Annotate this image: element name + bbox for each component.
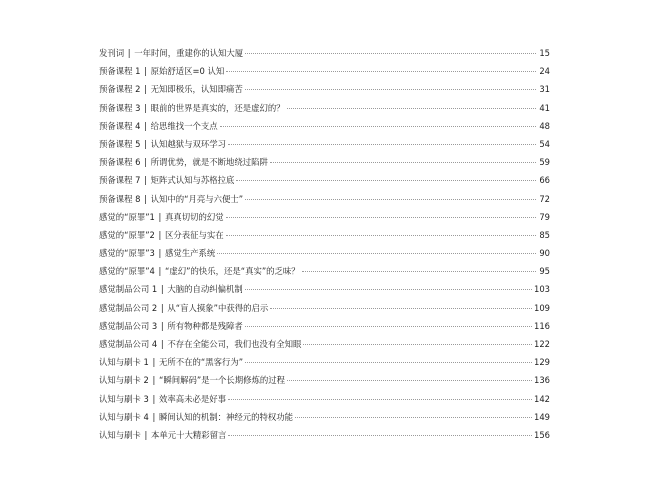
toc-entry-title: 预备课程 8 | 认知中的“月亮与六便士” xyxy=(99,193,244,204)
toc-chapter-title: 一年时间，重建你的认知大厦 xyxy=(134,48,244,58)
toc-entry-title: 预备课程 1 | 原始舒适区=0 认知 xyxy=(99,66,225,77)
dot-leader xyxy=(226,235,536,236)
toc-entry-title: 预备课程 5 | 认知越狱与双环学习 xyxy=(99,138,227,149)
toc-entry[interactable] xyxy=(99,262,550,280)
toc-chapter-title: 无知即极乐，认知即痛苦 xyxy=(150,84,243,95)
toc-section-label: 感觉的“原罪”3 xyxy=(99,248,155,259)
toc-section-label: 发刊词 xyxy=(99,48,125,58)
toc-entry-title: 感觉的“原罪”2 | 区分表征与实在 xyxy=(99,229,224,240)
toc-entry-title: 认知与刷卡 | 本单元十大精彩留言 xyxy=(99,429,227,440)
toc-section-label: 预备课程 1 xyxy=(99,66,141,77)
dot-leader xyxy=(287,380,532,381)
toc-entry[interactable] xyxy=(99,226,550,244)
toc-chapter-title: 无所不在的“黑客行为” xyxy=(159,357,244,368)
toc-section-label: 感觉的“原罪”4 xyxy=(99,266,155,277)
toc-chapter-title: 认知中的“月亮与六便士” xyxy=(150,193,244,204)
toc-chapter-title: 原始舒适区=0 认知 xyxy=(150,66,225,77)
dot-leader xyxy=(226,217,536,218)
toc-entry-title: 发刊词 | 一年时间，重建你的认知大厦 xyxy=(99,48,244,58)
toc-entry[interactable] xyxy=(99,80,550,98)
toc-chapter-title: “虚幻”的快乐，还是“真实”的乏味？ xyxy=(165,266,300,277)
toc-page-number: 95 xyxy=(539,266,550,277)
dot-leader xyxy=(270,162,536,163)
toc-entry-title: 感觉的“原罪”1 | 真真切切的幻觉 xyxy=(99,211,224,222)
toc-page-number: 54 xyxy=(539,138,550,149)
toc-entry[interactable] xyxy=(99,99,550,117)
toc-entry-title: 认知与刷卡 1 | 无所不在的“黑客行为” xyxy=(99,357,244,368)
toc-chapter-title: 不存在全能公司，我们也没有全知眼 xyxy=(167,339,302,349)
toc-section-label: 预备课程 3 xyxy=(99,102,141,113)
toc-entry[interactable] xyxy=(99,117,550,135)
dot-leader xyxy=(270,308,532,309)
dot-leader xyxy=(245,89,536,90)
dot-leader xyxy=(245,326,532,327)
toc-entry[interactable] xyxy=(99,190,550,208)
toc-entry-title: 预备课程 4 | 给思维找一个支点 xyxy=(99,120,218,131)
toc-entry-title: 认知与刷卡 4 | 瞬间认知的机制：神经元的特权功能 xyxy=(99,411,294,422)
toc-page-number: 41 xyxy=(539,102,550,113)
dot-leader xyxy=(245,53,536,54)
toc-entry-title: 认知与刷卡 2 | “瞬间解码”是一个长期修炼的过程 xyxy=(99,375,285,386)
toc-chapter-title: 真真切切的幻觉 xyxy=(165,211,224,222)
toc-chapter-title: 认知越狱与双环学习 xyxy=(150,138,227,149)
toc-entry[interactable] xyxy=(99,171,550,189)
toc-entry-title: 认知与刷卡 3 | 效率高未必是好事 xyxy=(99,393,227,404)
toc-section-label: 认知与刷卡 2 xyxy=(99,375,149,386)
toc-section-label: 预备课程 6 xyxy=(99,157,141,168)
toc-entry[interactable] xyxy=(99,335,550,353)
dot-leader xyxy=(302,271,536,272)
toc-entry[interactable] xyxy=(99,371,550,389)
toc-page-number: 85 xyxy=(539,229,550,240)
dot-leader xyxy=(245,362,532,363)
toc-entry[interactable] xyxy=(99,62,550,80)
table-of-contents xyxy=(99,44,550,444)
toc-page-number: 103 xyxy=(534,284,550,295)
toc-page-number: 24 xyxy=(539,66,550,77)
toc-section-label: 感觉制品公司 3 xyxy=(99,320,158,331)
toc-entry[interactable] xyxy=(99,280,550,298)
toc-entry[interactable] xyxy=(99,153,550,171)
toc-chapter-title: 所谓优势，就是不断地绕过陷阱 xyxy=(150,157,268,168)
toc-entry-title: 预备课程 2 | 无知即极乐，认知即痛苦 xyxy=(99,84,243,95)
toc-entry[interactable] xyxy=(99,408,550,426)
toc-section-label: 感觉制品公司 2 xyxy=(99,302,158,313)
toc-entry-title: 感觉的“原罪”3 | 感觉生产系统 xyxy=(99,248,216,259)
dot-leader xyxy=(228,144,536,145)
toc-chapter-title: 矩阵式认知与苏格拉底 xyxy=(150,175,235,186)
toc-page-number: 136 xyxy=(534,375,550,386)
toc-section-label: 感觉制品公司 1 xyxy=(99,284,158,295)
toc-section-label: 认知与刷卡 1 xyxy=(99,357,149,368)
dot-leader xyxy=(245,199,536,200)
toc-page-number: 116 xyxy=(534,320,550,331)
toc-entry[interactable] xyxy=(99,299,550,317)
toc-entry-title: 感觉制品公司 2 | 从“盲人摸象”中获得的启示 xyxy=(99,302,269,313)
toc-section-label: 预备课程 5 xyxy=(99,138,141,149)
toc-page-number: 59 xyxy=(539,157,550,168)
toc-entry[interactable] xyxy=(99,317,550,335)
toc-section-label: 认知与刷卡 4 xyxy=(99,411,149,422)
toc-entry[interactable] xyxy=(99,353,550,371)
toc-page-number: 122 xyxy=(534,339,550,349)
toc-section-label: 感觉制品公司 4 xyxy=(99,339,158,349)
toc-entry-title: 感觉制品公司 3 | 所有物种都是残障者 xyxy=(99,320,243,331)
toc-section-label: 预备课程 7 xyxy=(99,175,141,186)
dot-leader xyxy=(303,344,532,345)
toc-page-number: 66 xyxy=(539,175,550,186)
toc-page-number: 156 xyxy=(534,429,550,440)
toc-entry[interactable] xyxy=(99,44,550,62)
toc-section-label: 认知与刷卡 3 xyxy=(99,393,149,404)
toc-entry[interactable] xyxy=(99,426,550,444)
dot-leader xyxy=(220,126,536,127)
toc-page-number: 79 xyxy=(539,211,550,222)
toc-page-number: 149 xyxy=(534,411,550,422)
toc-entry-title: 感觉制品公司 1 | 大脑的自动纠偏机制 xyxy=(99,284,243,295)
dot-leader xyxy=(228,435,532,436)
toc-chapter-title: 本单元十大精彩留言 xyxy=(151,429,227,440)
toc-page-number: 31 xyxy=(539,84,550,95)
toc-chapter-title: 从“盲人摸象”中获得的启示 xyxy=(167,302,269,313)
toc-entry-title: 预备课程 3 | 眼前的世界是真实的，还是虚幻的？ xyxy=(99,102,285,113)
toc-section-label: 预备课程 2 xyxy=(99,84,141,95)
dot-leader xyxy=(217,253,536,254)
toc-section-label: 预备课程 4 xyxy=(99,120,141,131)
toc-chapter-title: 给思维找一个支点 xyxy=(150,120,218,131)
toc-entry[interactable] xyxy=(99,208,550,226)
toc-entry-title: 预备课程 7 | 矩阵式认知与苏格拉底 xyxy=(99,175,235,186)
toc-chapter-title: 所有物种都是残障者 xyxy=(167,320,243,331)
toc-entry[interactable] xyxy=(99,244,550,262)
toc-entry-title: 感觉制品公司 4 | 不存在全能公司，我们也没有全知眼 xyxy=(99,339,302,349)
toc-entry-title: 预备课程 6 | 所谓优势，就是不断地绕过陷阱 xyxy=(99,157,268,168)
toc-page-number: 48 xyxy=(539,120,550,131)
dot-leader xyxy=(236,180,536,181)
toc-chapter-title: “瞬间解码”是一个长期修炼的过程 xyxy=(159,375,285,386)
dot-leader xyxy=(245,289,532,290)
toc-page-number: 109 xyxy=(534,302,550,313)
toc-page-number: 72 xyxy=(539,193,550,204)
toc-chapter-title: 瞬间认知的机制：神经元的特权功能 xyxy=(159,411,294,422)
toc-section-label: 认知与刷卡 xyxy=(99,429,141,440)
toc-entry-title: 感觉的“原罪”4 | “虚幻”的快乐，还是“真实”的乏味？ xyxy=(99,266,300,277)
toc-chapter-title: 区分表征与实在 xyxy=(165,229,224,240)
dot-leader xyxy=(295,417,532,418)
toc-page-number: 15 xyxy=(539,48,550,58)
toc-chapter-title: 感觉生产系统 xyxy=(165,248,216,259)
toc-page-number: 129 xyxy=(534,357,550,368)
toc-entry[interactable] xyxy=(99,135,550,153)
toc-page-number: 142 xyxy=(534,393,550,404)
toc-chapter-title: 大脑的自动纠偏机制 xyxy=(167,284,243,295)
toc-chapter-title: 效率高未必是好事 xyxy=(159,393,227,404)
dot-leader xyxy=(287,108,536,109)
dot-leader xyxy=(228,399,532,400)
toc-section-label: 预备课程 8 xyxy=(99,193,141,204)
toc-page-number: 90 xyxy=(539,248,550,259)
toc-entry[interactable] xyxy=(99,390,550,408)
toc-section-label: 感觉的“原罪”1 xyxy=(99,211,155,222)
dot-leader xyxy=(226,71,536,72)
toc-section-label: 感觉的“原罪”2 xyxy=(99,229,155,240)
toc-chapter-title: 眼前的世界是真实的，还是虚幻的？ xyxy=(150,102,285,113)
